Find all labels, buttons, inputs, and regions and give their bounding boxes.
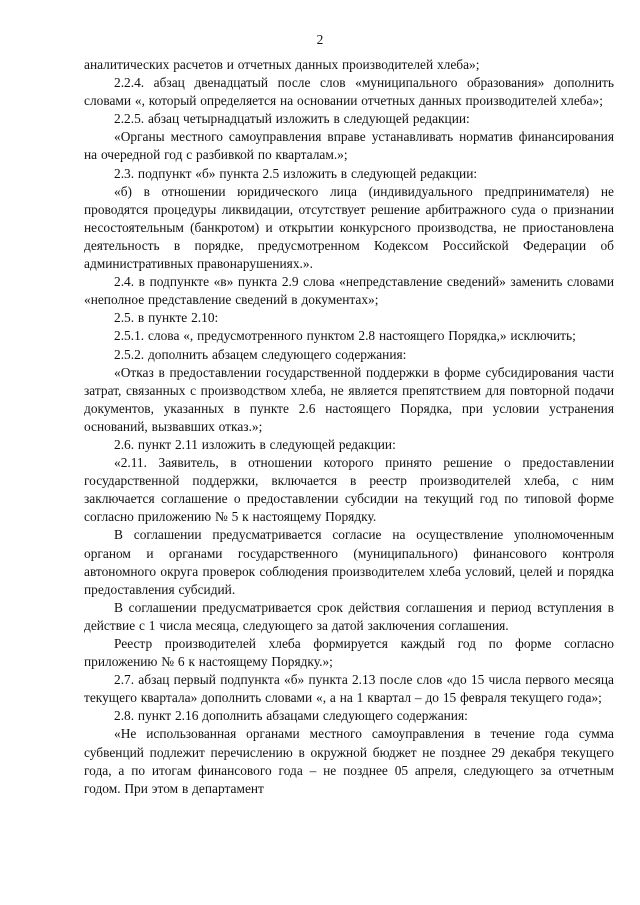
paragraph-2-5: 2.5. в пункте 2.10: [114, 310, 219, 326]
quote-2-11: «2.11. Заявитель, в отношении которого принято решение о предоставлении государственной поддержки, включается в реестр производителей хлеба, с ним заключается соглашение о предоставлении субсидии на текущий год по типовой форме согласно приложению № 5 к настоящему Порядку. [84, 455, 614, 525]
quote-subparagraph-b: «б) в отношении юридического лица (индивидуального предпринимателя) не проводятся процедуры ликвидации, отсутствует решение арбитражного суда о признании несостоятельным (банкротом) и открытии конкурсного производства, не приостановлена деятельность в порядке, предусмотренном Кодексом Российской Федерации об административных правонарушениях.». [84, 183, 614, 272]
paragraph-agreement-term: В соглашении предусматривается срок действия соглашения и период вступления в действие с 1 числа месяца, следующего за датой заключения соглашения. [84, 599, 614, 633]
paragraph-2-3: 2.3. подпункт «б» пункта 2.5 изложить в следующей редакции: [114, 165, 478, 181]
quote-refusal: «Отказ в предоставлении государственной поддержки в форме субсидирования части затрат, связанных с производством хлеба, не является препятствием для повторной подачи документов, указанных в пункте 2.6 настоящего Порядка, при условии устранения оснований, вызвавших отказ.»; [84, 364, 614, 434]
paragraph-2-5-1: 2.5.1. слова «, предусмотренного пунктом 2.8 настоящего Порядка,» исключить; [114, 328, 576, 344]
paragraph-2-7: 2.7. абзац первый подпункта «б» пункта 2.13 после слов «до 15 числа первого месяца текущего квартала» дополнить словами «, а на 1 квартал – до 15 февраля текущего года»; [84, 672, 614, 706]
paragraph-2-8: 2.8. пункт 2.16 дополнить абзацами следующего содержания: [114, 708, 468, 724]
paragraph-2-2-4: 2.2.4. абзац двенадцатый после слов «муниципального образования» дополнить словами «, который определяется на основании отчетных данных производителей хлеба»; [84, 75, 614, 109]
paragraph-agreement-consent: В соглашении предусматривается согласие на осуществление уполномоченным органом и органами государственного (муниципального) финансового контроля автономного округа проверок соблюдения производителем хлеба условий, целей и порядка предоставления субсидий. [84, 527, 614, 597]
quote-unused-subventions: «Не использованная органами местного самоуправления в течение года сумма субвенций подлежит перечислению в окружной бюджет не позднее 29 декабря текущего года, а по итогам финансового года – не позднее 05 апреля, следующего за отчетным годом. При этом в департамент [84, 726, 614, 796]
paragraph-2-4: 2.4. в подпункте «в» пункта 2.9 слова «непредставление сведений» заменить словами «неполное представление сведений в документах»; [84, 274, 614, 308]
paragraph-continuation: аналитических расчетов и отчетных данных производителей хлеба»; [84, 57, 480, 72]
paragraph-2-6: 2.6. пункт 2.11 изложить в следующей редакции: [114, 436, 396, 452]
paragraph-2-5-2: 2.5.2. дополнить абзацем следующего содержания: [114, 346, 407, 362]
paragraph-2-2-5: 2.2.5. абзац четырнадцатый изложить в следующей редакции: [114, 111, 470, 127]
quote-normative-financing: «Органы местного самоуправления вправе устанавливать норматив финансирования на очередной год с разбивкой по кварталам.»; [84, 129, 614, 163]
document-body [84, 56, 614, 798]
page-number: 2 [316, 32, 324, 47]
paragraph-registry: Реестр производителей хлеба формируется каждый год по форме согласно приложению № 6 к настоящему Порядку.»; [84, 636, 614, 670]
